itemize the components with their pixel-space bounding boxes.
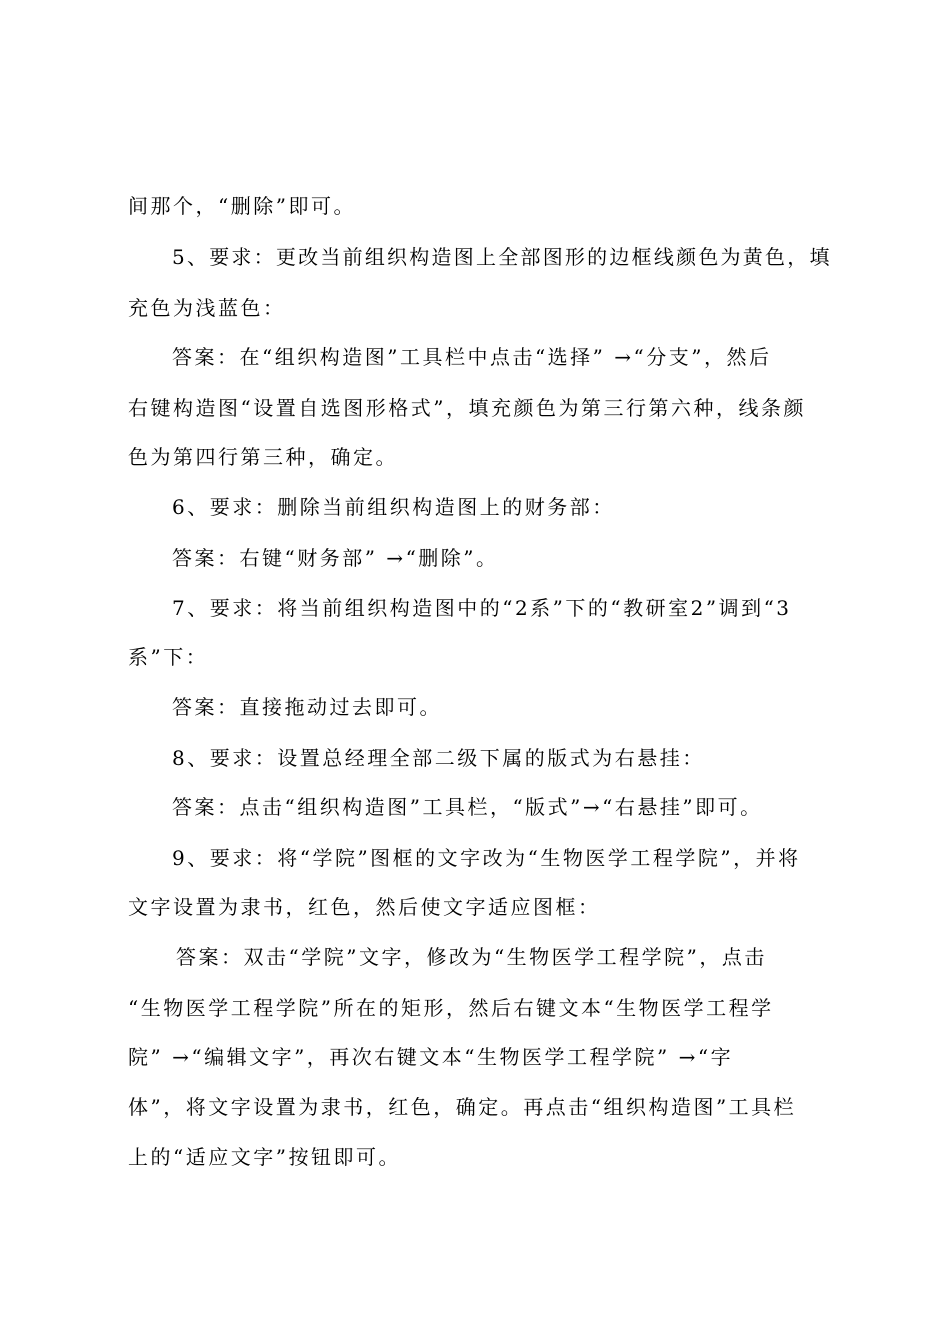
- question-9-line: 9、要求：将“学院”图框的文字改为“生物医学工程学院”，并将: [172, 846, 801, 870]
- paragraph-line: 右键构造图“设置自选图形格式”，填充颜色为第三行第六种，线条颜: [128, 396, 806, 420]
- answer-6-line: 答案：右键“财务部” →“删除”。: [172, 546, 499, 570]
- paragraph-line: 色为第四行第三种，确定。: [128, 445, 398, 469]
- paragraph-line: 间那个，“删除”即可。: [128, 194, 356, 218]
- question-6-line: 6、要求：删除当前组织构造图上的财务部：: [172, 495, 615, 519]
- paragraph-line: 体”，将文字设置为隶书，红色，确定。再点击“组织构造图”工具栏: [128, 1095, 797, 1119]
- question-5-line: 5、要求：更改当前组织构造图上全部图形的边框线颜色为黄色，填: [172, 245, 832, 269]
- answer-5-line: 答案：在“组织构造图”工具栏中点击“选择” →“分支”，然后: [172, 345, 772, 369]
- answer-7-line: 答案：直接拖动过去即可。: [172, 695, 442, 719]
- paragraph-line: “生物医学工程学院”所在的矩形，然后右键文本“生物医学工程学: [128, 996, 774, 1020]
- paragraph-line: 系”下：: [128, 645, 209, 669]
- answer-8-line: 答案：点击“组织构造图”工具栏，“版式”→“右悬挂”即可。: [172, 795, 763, 819]
- answer-9-line: 答案：双击“学院”文字，修改为“生物医学工程学院”，点击: [176, 945, 767, 969]
- paragraph-line: 文字设置为隶书，红色，然后使文字适应图框：: [128, 895, 601, 919]
- question-8-line: 8、要求：设置总经理全部二级下属的版式为右悬挂：: [172, 746, 705, 770]
- paragraph-line: 充色为浅蓝色：: [128, 296, 286, 320]
- paragraph-line: 上的“适应文字”按钮即可。: [128, 1145, 401, 1169]
- question-7-line: 7、要求：将当前组织构造图中的“2系”下的“教研室2”调到“3: [172, 596, 792, 620]
- paragraph-line: 院” →“编辑文字”，再次右键文本“生物医学工程学院” →“字: [128, 1045, 734, 1069]
